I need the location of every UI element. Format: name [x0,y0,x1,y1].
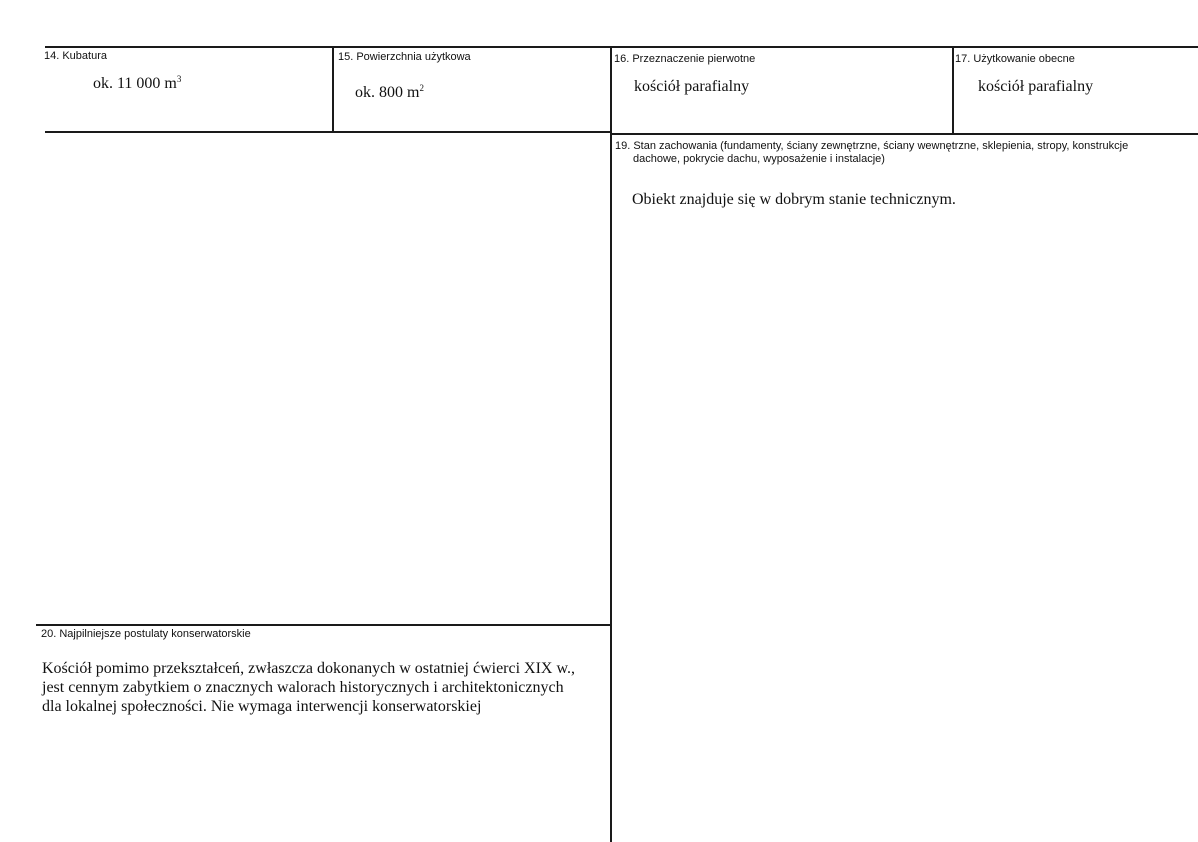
row1-bottom-rule-left [45,131,612,133]
row1-bottom-rule-right [612,133,1198,135]
divider-14-15 [332,46,334,132]
field-19-value: Obiekt znajduje się w dobrym stanie technicznym. [632,191,956,208]
field-16-value: kościół parafialny [634,78,750,95]
top-rule [45,46,1198,48]
field-14-unit-exponent: 3 [176,74,182,84]
field-15-label: 15. Powierzchnia użytkowa [338,51,471,63]
field-20-text [42,659,575,716]
field-16-label: 16. Przeznaczenie pierwotne [614,53,756,65]
field-20-line-2: jest cennym zabytkiem o znacznych walorach historycznych i architektonicznych [42,679,564,696]
section20-top-rule [36,624,612,626]
field-15-value [355,83,424,102]
field-20-line-3: dla lokalnej społeczności. Nie wymaga interwencji konserwatorskiej [42,698,482,715]
field-15-value-text: ok. 800 m [355,84,420,101]
field-20-line-1: Kościół pomimo przekształceń, zwłaszcza dokonanych w ostatniej ćwierci XIX w., [42,660,575,677]
field-14-value-text: ok. 11 000 m [93,75,177,92]
divider-16-17 [952,46,954,134]
field-14-value [93,74,181,93]
center-divider [610,46,612,842]
field-14-label: 14. Kubatura [44,50,107,62]
field-19-label-line-1: 19. Stan zachowania (fundamenty, ściany zewnętrzne, ściany wewnętrzne, sklepienia, stropy, konstrukcje [615,140,1129,152]
field-15-unit-exponent: 2 [419,83,424,93]
field-17-value: kościół parafialny [978,78,1094,95]
field-17-label: 17. Użytkowanie obecne [955,53,1075,65]
field-20-label: 20. Najpilniejsze postulaty konserwatorskie [41,628,251,640]
field-19-label-line-2: dachowe, pokrycie dachu, wyposażenie i instalacje) [633,153,885,165]
